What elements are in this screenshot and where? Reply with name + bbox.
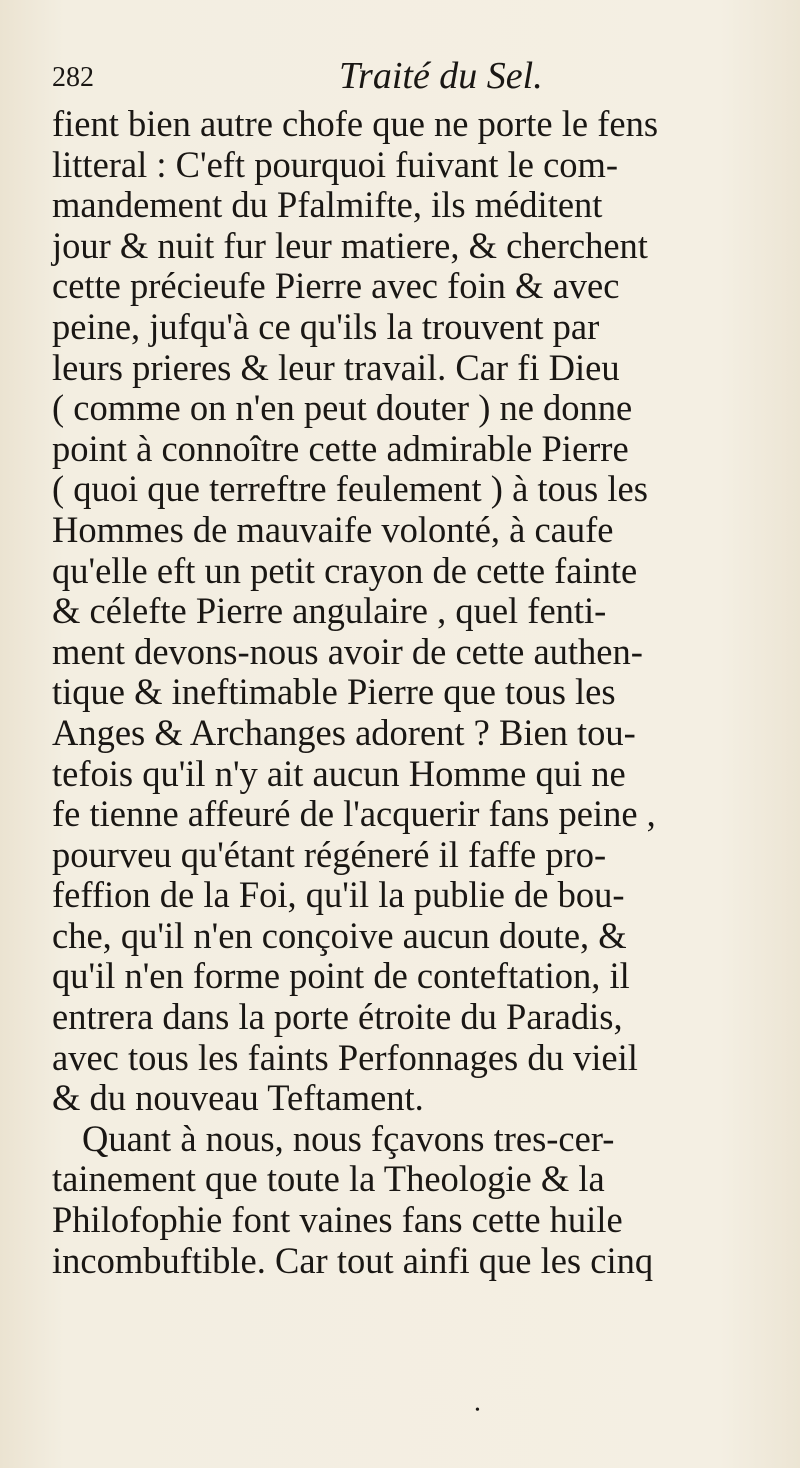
text-line: mandement du Pfalmifte, ils méditent: [52, 184, 603, 226]
text-line: litteral : C'eft pourquoi fuivant le com-: [52, 143, 619, 185]
text-line: incombuftible. Car tout ainfi que les cinq: [52, 1239, 654, 1281]
text-line: fient bien autre chofe que ne porte le fens: [52, 103, 659, 144]
text-line: ( quoi que terreftre feulement ) à tous les: [52, 468, 648, 510]
text-line: che, qu'il n'en conçoive aucun doute, &: [52, 914, 627, 956]
text-line: fe tienne affeuré de l'acquerir fans peine ,: [52, 793, 656, 835]
text-line: tefois qu'il n'y ait aucun Homme qui ne: [52, 752, 626, 794]
text-line: avec tous les faints Perfonnages du vieil: [52, 1036, 638, 1078]
text-line: pourveu qu'étant régéneré il faffe pro-: [52, 833, 607, 875]
page-header: [52, 52, 772, 102]
page-number: 282: [52, 62, 94, 93]
text-line: entrera dans la porte étroite du Paradis,: [52, 996, 623, 1038]
body-text: [52, 104, 772, 1281]
text-line: & célefte Pierre angulaire , quel fenti-: [52, 590, 607, 632]
text-line: cette précieufe Pierre avec foin & avec: [52, 265, 620, 307]
text-line: feffion de la Foi, qu'il la publie de bou-: [52, 874, 625, 916]
text-line: point à connoître cette admirable Pierre: [52, 427, 629, 469]
running-title: Traité du Sel.: [339, 55, 543, 97]
text-line: leurs prieres & leur travail. Car fi Dieu: [52, 346, 620, 388]
text-line: ( comme on n'en peut douter ) ne donne: [52, 387, 633, 429]
text-line: Philofophie font vaines fans cette huile: [52, 1199, 623, 1241]
text-line: ment devons-nous avoir de cette authen-: [52, 630, 643, 672]
text-line: qu'elle eft un petit crayon de cette fainte: [52, 549, 638, 591]
text-line: tainement que toute la Theologie & la: [52, 1158, 605, 1200]
paragraph-start-line: Quant à nous, nous fçavons tres-cer-: [82, 1117, 615, 1159]
text-line: peine, jufqu'à ce qu'ils la trouvent par: [52, 305, 600, 347]
text-line: qu'il n'en forme point de conteftation, il: [52, 955, 630, 997]
text-line: Hommes de mauvaife volonté, à caufe: [52, 508, 614, 550]
text-line: tique & ineftimable Pierre que tous les: [52, 671, 616, 713]
text-line: jour & nuit fur leur matiere, & cherchent: [52, 224, 648, 266]
text-line: Anges & Archanges adorent ? Bien tou-: [52, 711, 636, 753]
text-line: & du nouveau Teftament.: [52, 1077, 424, 1119]
signature-mark: •: [475, 1403, 480, 1418]
